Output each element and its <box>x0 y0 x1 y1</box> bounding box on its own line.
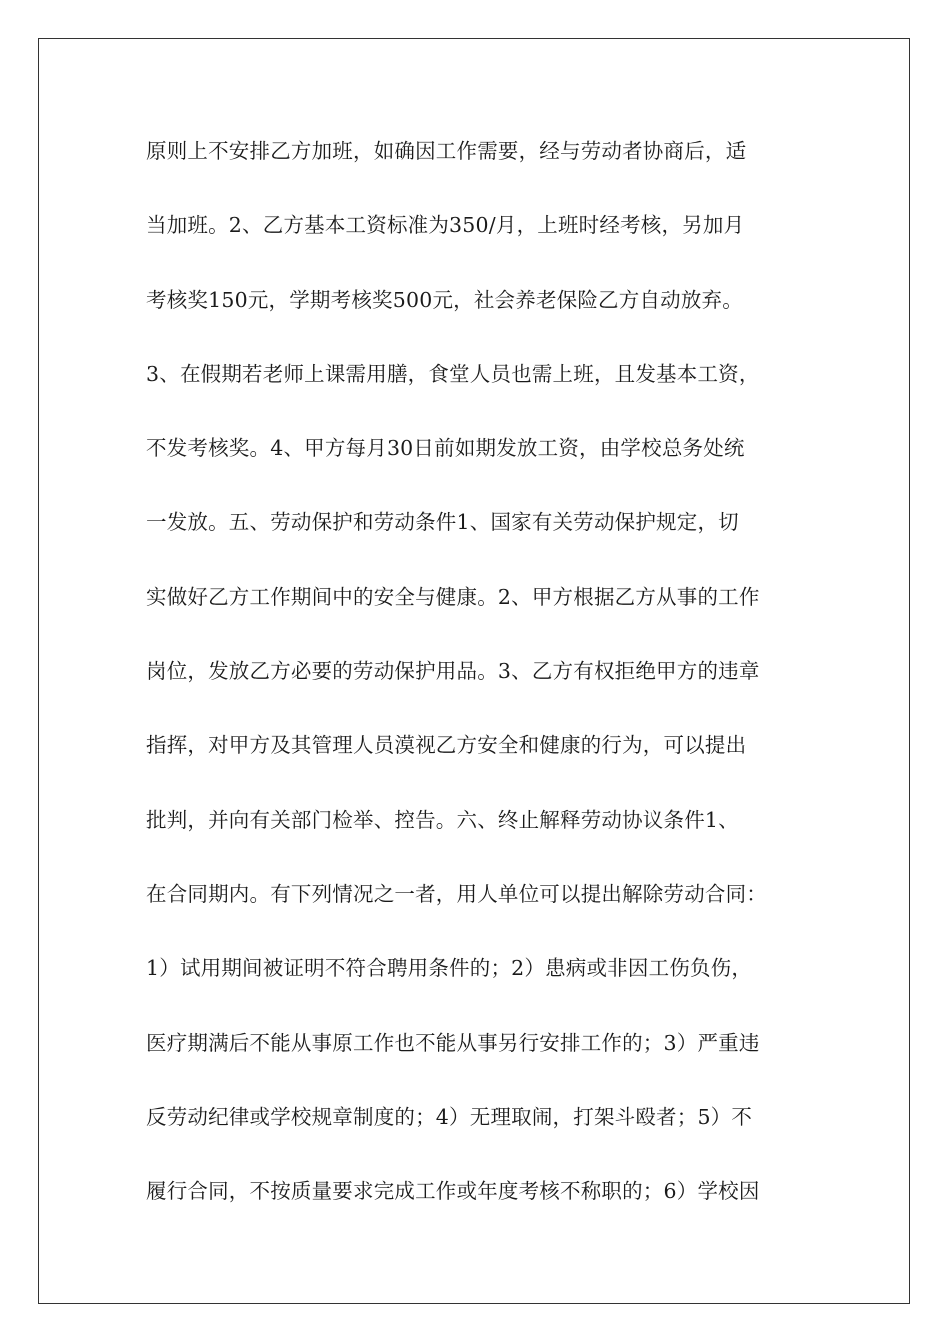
text-line: 实做好乙方工作期间中的安全与健康。2、甲方根据乙方从事的工作 <box>146 584 760 609</box>
text-line: 考核奖150元，学期考核奖500元，社会养老保险乙方自动放弃。 <box>146 287 743 312</box>
text-line: 反劳动纪律或学校规章制度的；4）无理取闹，打架斗殴者；5）不 <box>146 1104 753 1129</box>
text-line: 当加班。2、乙方基本工资标准为350/月，上班时经考核，另加月 <box>146 213 745 238</box>
text-line: 指挥，对甲方及其管理人员漠视乙方安全和健康的行为，可以提出 <box>146 733 747 758</box>
text-line: 1）试用期间被证明不符合聘用条件的；2）患病或非因工伤负伤， <box>146 956 753 981</box>
text-line: 医疗期满后不能从事原工作也不能从事另行安排工作的；3）严重违 <box>146 1030 760 1055</box>
document-body <box>146 130 826 1244</box>
text-line: 一发放。五、劳动保护和劳动条件1、国家有关劳动保护规定，切 <box>146 510 739 535</box>
text-line: 岗位，发放乙方必要的劳动保护用品。3、乙方有权拒绝甲方的违章 <box>146 659 760 684</box>
text-line: 3、在假期若老师上课需用膳，食堂人员也需上班，且发基本工资， <box>146 361 760 386</box>
text-line: 原则上不安排乙方加班，如确因工作需要，经与劳动者协商后，适 <box>146 139 747 163</box>
text-line: 批判，并向有关部门检举、控告。六、终止解释劳动协议条件1、 <box>146 807 739 832</box>
text-line: 不发考核奖。4、甲方每月30日前如期发放工资，由学校总务处统 <box>146 436 745 461</box>
text-line: 在合同期内。有下列情况之一者，用人单位可以提出解除劳动合同： <box>146 881 767 906</box>
text-line: 履行合同，不按质量要求完成工作或年度考核不称职的；6）学校因 <box>146 1179 760 1204</box>
